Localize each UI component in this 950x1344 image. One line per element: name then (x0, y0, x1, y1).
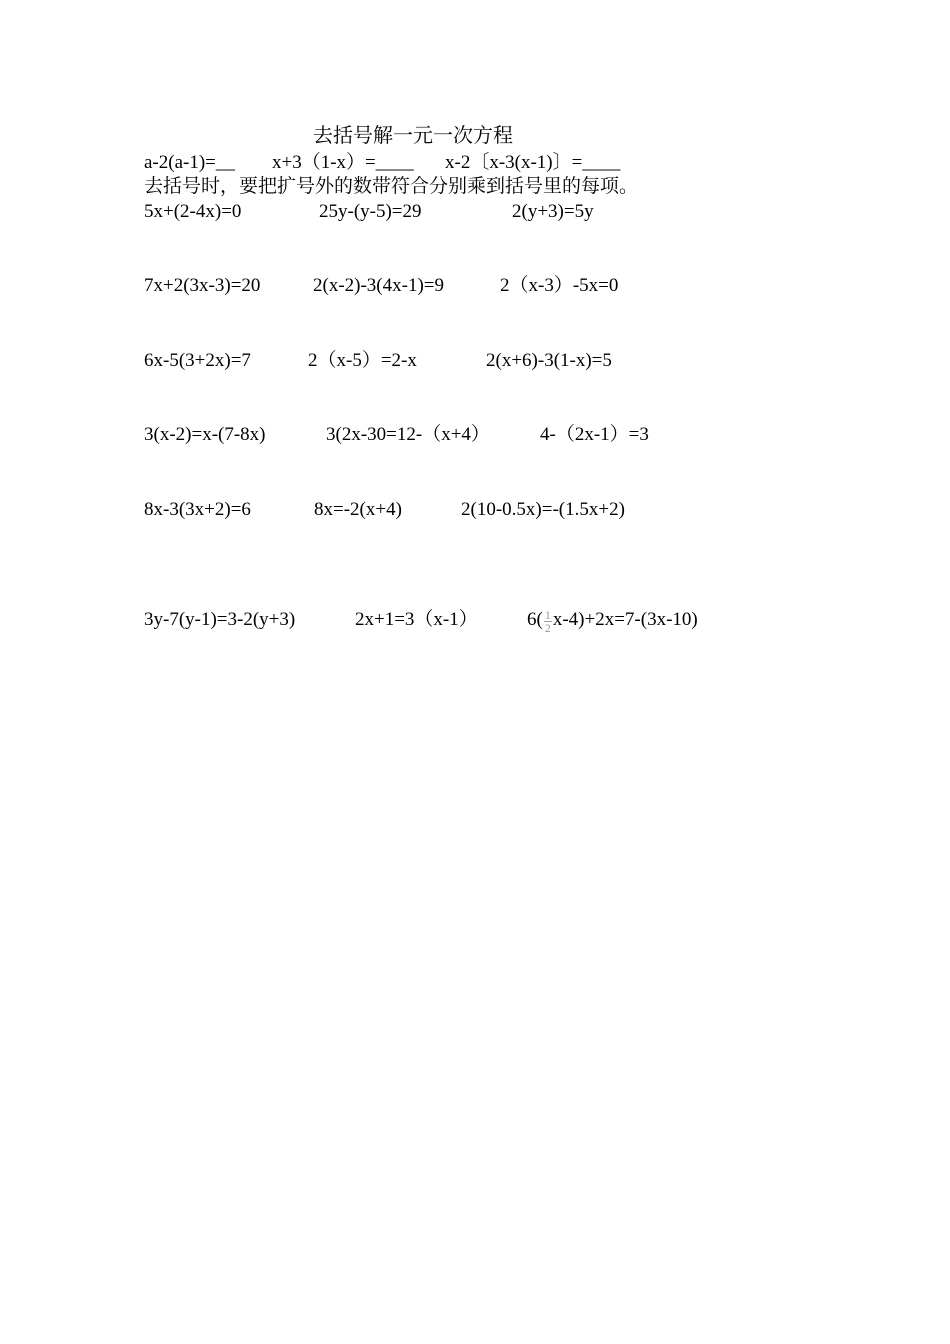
equation: 2（x-5）=2-x (308, 350, 417, 371)
fraction-numerator: 1 (544, 608, 551, 623)
equation-with-fraction (527, 608, 698, 636)
equation: 2(x+6)-3(1-x)=5 (486, 350, 612, 371)
equation: 2(y+3)=5y (512, 201, 594, 222)
equation: 4-（2x-1）=3 (540, 424, 649, 445)
page-title: 去括号解一元一次方程 (313, 125, 513, 147)
equation: 2（x-3）-5x=0 (500, 275, 619, 296)
equation: 8x-3(3x+2)=6 (144, 499, 251, 520)
equation: 2(x-2)-3(4x-1)=9 (313, 275, 445, 296)
equation: 2x+1=3（x-1） (355, 609, 478, 630)
equation: 5x+(2-4x)=0 (144, 201, 242, 222)
fraction-one-half (544, 609, 552, 634)
equation: 7x+2(3x-3)=20 (144, 275, 261, 296)
fill-item-1: a-2(a-1)=__ (144, 152, 235, 173)
fill-item-2: x+3（1-x）=____ (272, 152, 414, 173)
equation: 3y-7(y-1)=3-2(y+3) (144, 609, 296, 630)
fraction-denominator: 2 (544, 621, 551, 636)
equation-prefix: 6( (527, 609, 543, 630)
fill-item-3: x-2〔x-3(x-1)〕=____ (445, 152, 621, 173)
equation: 25y-(y-5)=29 (319, 201, 422, 222)
equation: 3(2x-30=12-（x+4） (326, 424, 490, 445)
equation: 6x-5(3+2x)=7 (144, 350, 251, 371)
instruction-text: 去括号时，要把扩号外的数带符合分别乘到括号里的每项。 (144, 176, 639, 197)
equation: 8x=-2(x+4) (314, 499, 402, 520)
equation-suffix: x-4)+2x=7-(3x-10) (552, 609, 698, 630)
equation: 3(x-2)=x-(7-8x) (144, 424, 266, 445)
equation: 2(10-0.5x)=-(1.5x+2) (461, 499, 625, 520)
